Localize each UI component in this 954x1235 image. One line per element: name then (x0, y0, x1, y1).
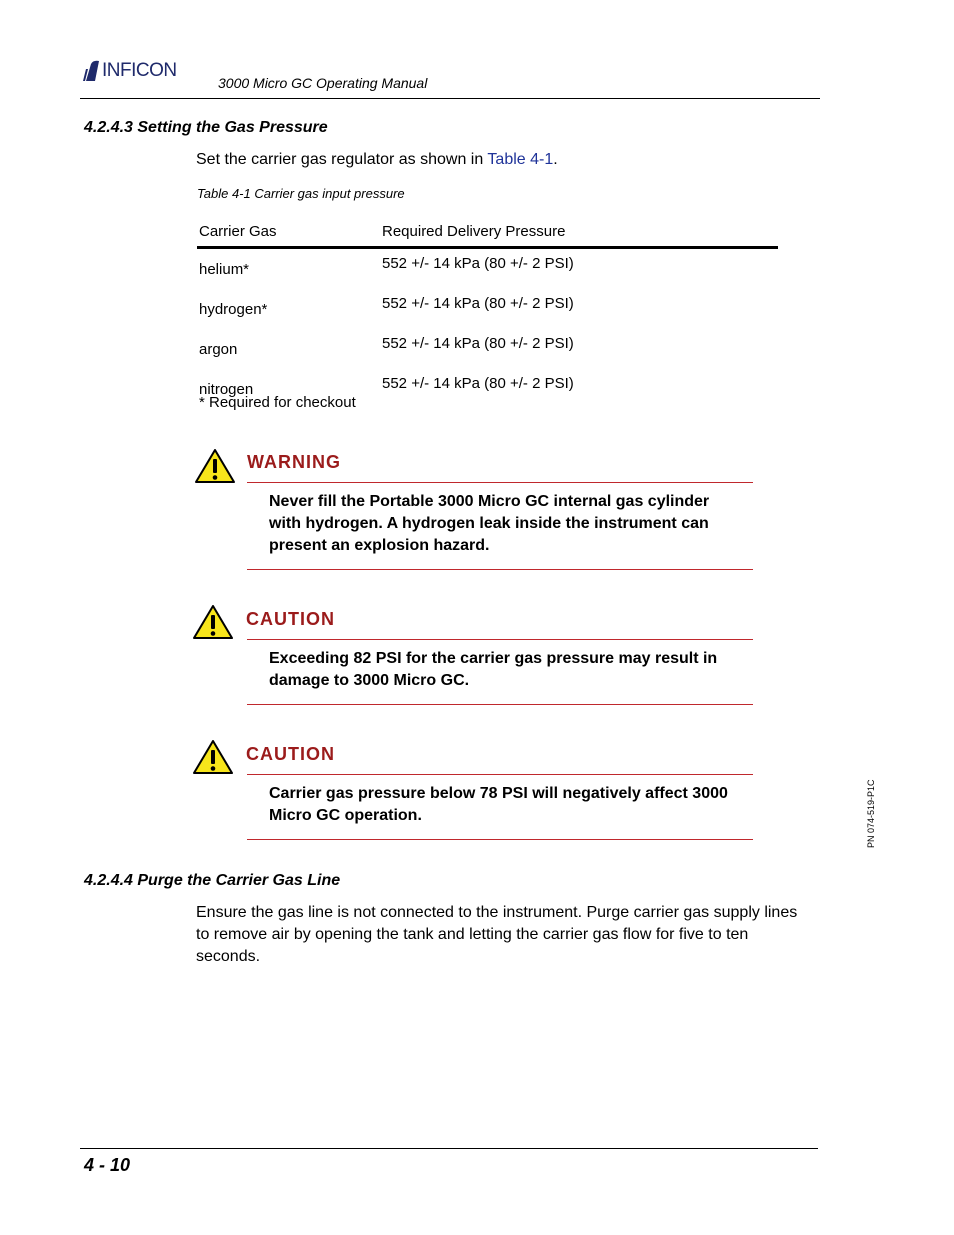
warning-top-rule (247, 482, 753, 483)
table-footnote: * Required for checkout (199, 394, 356, 411)
caution-top-rule (247, 774, 753, 775)
pressure-cell: 552 +/- 14 kPa (80 +/- 2 PSI) (382, 255, 574, 272)
caution-top-rule (247, 639, 753, 640)
manual-title: 3000 Micro GC Operating Manual (218, 75, 428, 91)
section-heading-gas-pressure: 4.2.4.3 Setting the Gas Pressure (84, 119, 328, 136)
part-number: PN 074-519-P1C (866, 779, 876, 848)
caution-text: Exceeding 82 PSI for the carrier gas pressure may result in damage to 3000 Micro GC. (269, 650, 718, 689)
inficon-logo-icon (82, 60, 102, 82)
section-heading-purge-line: 4.2.4.4 Purge the Carrier Gas Line (84, 872, 341, 889)
warning-text: Never fill the Portable 3000 Micro GC internal gas cylinder with hydrogen. A hydrogen leak inside the instrument can present an explosion hazard. (269, 493, 710, 554)
header-rule (80, 98, 820, 99)
carrier-gas-table (197, 219, 778, 409)
table-row (197, 329, 778, 369)
warning-bottom-rule (247, 569, 753, 570)
gas-name-cell: nitrogen (199, 380, 254, 398)
footer-rule (80, 1148, 818, 1149)
pressure-cell: 552 +/- 14 kPa (80 +/- 2 PSI) (382, 375, 574, 392)
pressure-cell: 552 +/- 14 kPa (80 +/- 2 PSI) (382, 335, 574, 352)
gas-name-cell: hydrogen* (199, 300, 268, 318)
caution-triangle-icon (192, 604, 234, 640)
caution-bottom-rule (247, 704, 753, 705)
table-caption: Table 4-1 Carrier gas input pressure (197, 186, 405, 201)
warning-triangle-icon (194, 448, 236, 484)
page-number: 4 - 10 (84, 1155, 131, 1175)
caution-text: Carrier gas pressure below 78 PSI will negatively affect 3000 Micro GC operation. (269, 785, 728, 824)
logo-text: INFICON (102, 60, 177, 81)
caution-label: CAUTION (246, 744, 335, 764)
section-intro: Set the carrier gas regulator as shown in Table 4-1. (196, 151, 558, 168)
column-header-carrier-gas: Carrier Gas (197, 219, 380, 248)
caution-label: CAUTION (246, 609, 335, 629)
column-header-pressure: Required Delivery Pressure (380, 219, 778, 248)
table-header-row (197, 219, 778, 248)
table-reference-link[interactable]: Table 4-1 (487, 151, 554, 168)
gas-name-cell: argon (199, 340, 238, 358)
pressure-cell: 552 +/- 14 kPa (80 +/- 2 PSI) (382, 295, 574, 312)
caution-bottom-rule (247, 839, 753, 840)
table-row (197, 289, 778, 329)
purge-instructions: Ensure the gas line is not connected to the instrument. Purge carrier gas supply lines to remove air by opening the tank and letting the carrier gas flow for five to ten seconds. (196, 904, 798, 965)
company-logo (82, 58, 177, 84)
warning-label: WARNING (247, 452, 341, 472)
gas-name-cell: helium* (199, 260, 250, 278)
table-row (197, 248, 778, 290)
caution-triangle-icon (192, 739, 234, 775)
